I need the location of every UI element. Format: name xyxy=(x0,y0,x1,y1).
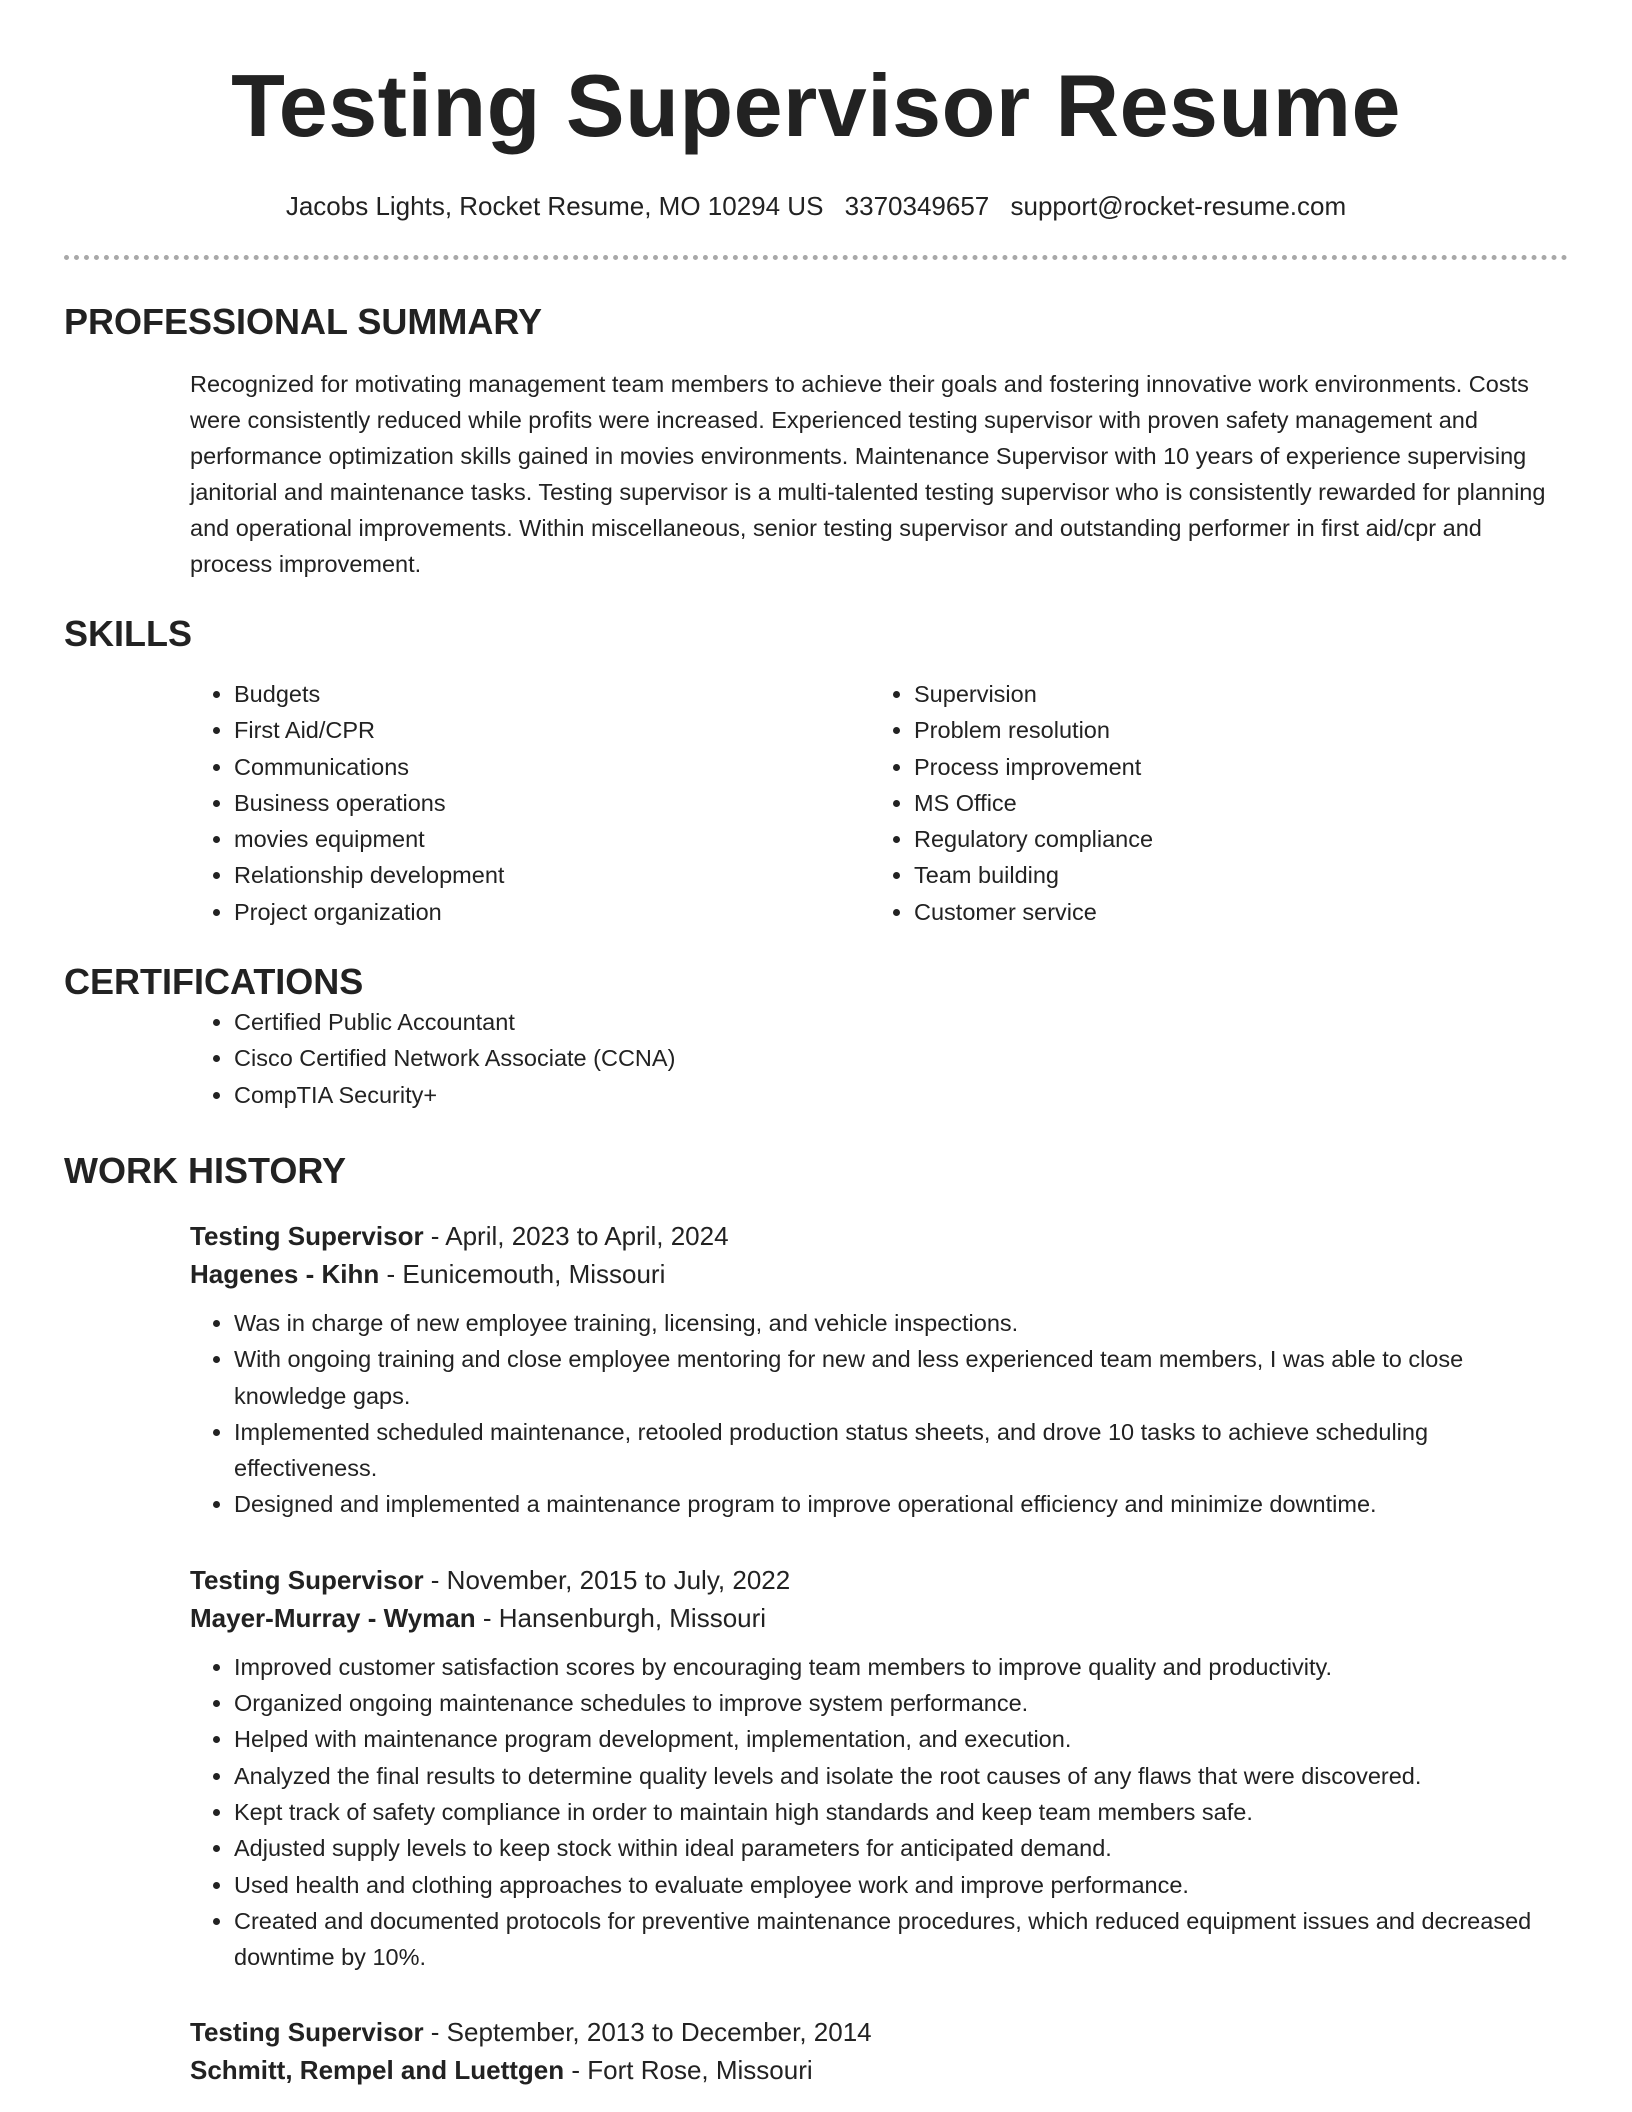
job-title-line xyxy=(190,2013,1568,2051)
skill-item: • Communications xyxy=(234,749,870,785)
certification-item: • Cisco Certified Network Associate (CCNA) xyxy=(234,1040,1568,1076)
job-location: - Hansenburgh, Missouri xyxy=(475,1602,767,1633)
job-bullet: • Adjusted supply levels to keep stock within ideal parameters for anticipated demand. xyxy=(234,1830,1568,1866)
summary-section xyxy=(64,300,1568,582)
skills-grid xyxy=(190,676,1568,930)
job-bullet: • Was in charge of new employee training, licensing, and vehicle inspections. xyxy=(234,1305,1568,1341)
job-bullet: • Analyzed the final results to determine quality levels and isolate the root causes of any flaws that were discovered. xyxy=(234,1758,1568,1794)
certifications-heading: CERTIFICATIONS xyxy=(64,961,364,1003)
summary-heading: PROFESSIONAL SUMMARY xyxy=(64,301,543,342)
skill-item: • Project organization xyxy=(234,894,870,930)
skill-item: • First Aid/CPR xyxy=(234,712,870,748)
job-entry xyxy=(190,2013,1568,2089)
skills-right-list xyxy=(870,676,1550,930)
job-bullet: • Used health and clothing approaches to evaluate employee work and improve performance. xyxy=(234,1867,1568,1903)
contact-email: support@rocket-resume.com xyxy=(1010,191,1347,221)
skill-item: • Budgets xyxy=(234,676,870,712)
certifications-section xyxy=(64,960,1568,1113)
job-bullet: • Designed and implemented a maintenance program to improve operational efficiency and minimize downtime. xyxy=(234,1486,1568,1522)
skill-item: • Business operations xyxy=(234,785,870,821)
job-company: Hagenes - Kihn xyxy=(190,1258,380,1289)
skill-item: • Team building xyxy=(914,857,1550,893)
skill-item: • MS Office xyxy=(914,785,1550,821)
job-entry xyxy=(190,1561,1568,1976)
job-bullets xyxy=(190,1649,1568,1976)
skill-item: • Process improvement xyxy=(914,749,1550,785)
job-company-line xyxy=(190,2051,1568,2089)
skill-item: • Problem resolution xyxy=(914,712,1550,748)
skills-left-list xyxy=(190,676,870,930)
skill-item: • Customer service xyxy=(914,894,1550,930)
skill-item: • Supervision xyxy=(914,676,1550,712)
job-bullet: • Organized ongoing maintenance schedules to improve system performance. xyxy=(234,1685,1568,1721)
page-title: Testing Supervisor Resume xyxy=(231,56,1401,155)
certifications-list xyxy=(190,1004,1568,1113)
job-title: Testing Supervisor xyxy=(190,1564,424,1595)
contact-address: Jacobs Lights, Rocket Resume, MO 10294 US xyxy=(285,191,824,221)
job-bullet: • Helped with maintenance program development, implementation, and execution. xyxy=(234,1721,1568,1757)
job-location: - Fort Rose, Missouri xyxy=(564,2055,813,2086)
job-bullet: • Kept track of safety compliance in order to maintain high standards and keep team members safe. xyxy=(234,1794,1568,1830)
job-dates: - September, 2013 to December, 2014 xyxy=(423,2017,872,2048)
job-bullet: • Created and documented protocols for preventive maintenance procedures, which reduced equipment issues and decreased downtime by 10%. xyxy=(234,1903,1568,1976)
contact-phone: 3370349657 xyxy=(844,191,990,221)
job-company: Schmitt, Rempel and Luettgen xyxy=(190,2055,565,2086)
certification-item: • CompTIA Security+ xyxy=(234,1077,1568,1113)
job-dates: - April, 2023 to April, 2024 xyxy=(423,1220,729,1251)
skills-heading: SKILLS xyxy=(64,613,193,654)
skills-section xyxy=(64,612,1568,930)
contact-line xyxy=(64,190,1568,222)
job-location: - Eunicemouth, Missouri xyxy=(379,1258,666,1289)
job-bullet: • Implemented scheduled maintenance, retooled production status sheets, and drove 10 tasks to achieve scheduling effectiveness. xyxy=(234,1414,1568,1487)
skills-right-column xyxy=(870,676,1550,930)
job-title: Testing Supervisor xyxy=(190,2017,424,2048)
header-divider xyxy=(64,255,1568,260)
skill-item: • Regulatory compliance xyxy=(914,821,1550,857)
job-bullet: • With ongoing training and close employee mentoring for new and less experienced team members, I was able to close knowledge gaps. xyxy=(234,1341,1568,1414)
skill-item: • Relationship development xyxy=(234,857,870,893)
job-dates: - November, 2015 to July, 2022 xyxy=(423,1564,791,1595)
job-company: Mayer-Murray - Wyman xyxy=(190,1602,476,1633)
certification-item: • Certified Public Accountant xyxy=(234,1004,1568,1040)
job-bullets xyxy=(190,1305,1568,1523)
job-title-line xyxy=(190,1217,1568,1255)
skill-item: • movies equipment xyxy=(234,821,870,857)
skills-left-column xyxy=(190,676,870,930)
work-history-section xyxy=(64,1149,1568,2089)
job-entry xyxy=(190,1217,1568,1523)
job-company-line xyxy=(190,1255,1568,1293)
job-title-line xyxy=(190,1561,1568,1599)
summary-text: Recognized for motivating management team members to achieve their goals and fostering innovative work environments. Costs were consistently reduced while profits were increased. Experienced testing supervisor with proven safety management and performance optimization skills gained in movies environments. Maintenance Supervisor with 10 years of experience supervising janitorial and maintenance tasks. Testing supervisor is a multi-talented testing supervisor who is consistently rewarded for planning and operational improvements. Within miscellaneous, senior testing supervisor and outstanding performer in first aid/cpr and process improvement. xyxy=(190,371,1546,577)
job-company-line xyxy=(190,1599,1568,1637)
work-history-heading: WORK HISTORY xyxy=(64,1149,347,1191)
job-title: Testing Supervisor xyxy=(190,1220,424,1251)
job-bullet: • Improved customer satisfaction scores by encouraging team members to improve quality and productivity. xyxy=(234,1649,1568,1685)
